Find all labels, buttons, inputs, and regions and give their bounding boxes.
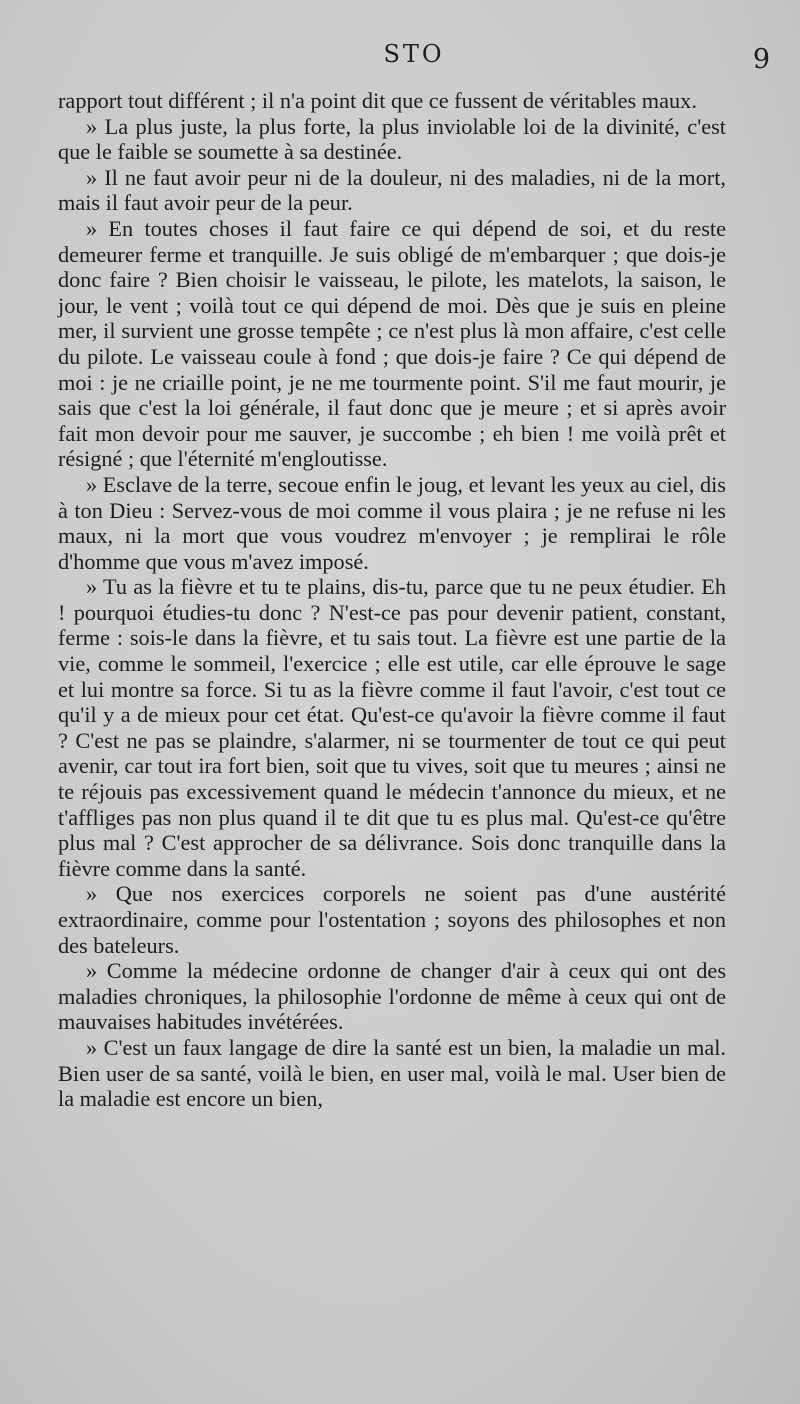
running-head [58,40,770,88]
body-text [58,88,726,1112]
paragraph: » Il ne faut avoir peur ni de la douleur, ni des maladies, ni de la mort, mais il faut avoir peur de la peur. [58,164,726,216]
paragraph: » En toutes choses il faut faire ce qui dépend de soi, et du reste demeurer ferme et tranquille. Je suis obligé de m'embarquer ; que dois-je donc faire ? Bien choisir le vaisseau, le pilote, les matelots, la saison, le jour, le vent ; voilà tout ce qui dépend de moi. Dès que je suis en pleine mer, il survient une grosse tempête ; ce n'est plus là mon affaire, c'est celle du pilote. Le vaisseau coule à fond ; que dois-je faire ? Ce qui dépend de moi : je ne criaille point, je ne me tourmente point. S'il me faut mourir, je sais que c'est la loi générale, il faut donc que je meure ; et si après avoir fait mon devoir pour me sauver, je succombe ; eh bien ! me voilà prêt et résigné ; que l'éternité m'engloutisse. [58,215,726,472]
paragraph: rapport tout différent ; il n'a point dit que ce fussent de véritables maux. [58,88,697,113]
paragraph: » Tu as la fièvre et tu te plains, dis-tu, parce que tu ne peux étudier. Eh ! pourquoi étudies-tu donc ? N'est-ce pas pour devenir patient, constant, ferme : sois-le dans la fièvre, et tu sais tout. La fièvre est une partie de la vie, comme le sommeil, l'exercice ; elle est utile, car elle éprouve le sage et lui montre sa force. Si tu as la fièvre comme il faut l'avoir, c'est tout ce qu'il y a de mieux pour cet état. Qu'est-ce qu'avoir la fièvre comme il faut ? C'est ne pas se plaindre, s'alarmer, ni se tourmenter de tout ce qui peut avenir, car tout ira fort bien, soit que tu vives, soit que tu meures ; ainsi ne te réjouis pas excessivement quand le médecin t'annonce du mieux, et ne t'affliges pas non plus quand il te dit que tu es plus mal. Qu'est-ce qu'être plus mal ? C'est approcher de sa délivrance. Sois donc tranquille dans la fièvre comme dans la santé. [58,574,726,881]
paragraph: » Que nos exercices corporels ne soient pas d'une austérité extraordinaire, comme pour l'ostentation ; soyons des philosophes et non des bateleurs. [58,881,726,958]
page-number: 9 [752,44,770,75]
paragraph: » Comme la médecine ordonne de changer d'air à ceux qui ont des maladies chroniques, la philosophie l'ordonne de même à ceux qui ont de mauvaises habitudes invétérées. [58,958,726,1035]
paragraph: » Esclave de la terre, secoue enfin le joug, et levant les yeux au ciel, dis à ton Dieu : Servez-vous de moi comme il vous plaira ; je ne refuse ni les maux, ni la mort que vous voudrez m'envoyer ; je remplirai le rôle d'homme que vous m'avez imposé. [58,471,726,574]
paragraph: » La plus juste, la plus forte, la plus inviolable loi de la divinité, c'est que le faible se soumette à sa destinée. [58,113,726,165]
paragraph: » C'est un faux langage de dire la santé est un bien, la maladie un mal. Bien user de sa santé, voilà le bien, en user mal, voilà le mal. User bien de la maladie est encore un bien, [58,1034,726,1112]
running-title: STO [383,40,445,68]
